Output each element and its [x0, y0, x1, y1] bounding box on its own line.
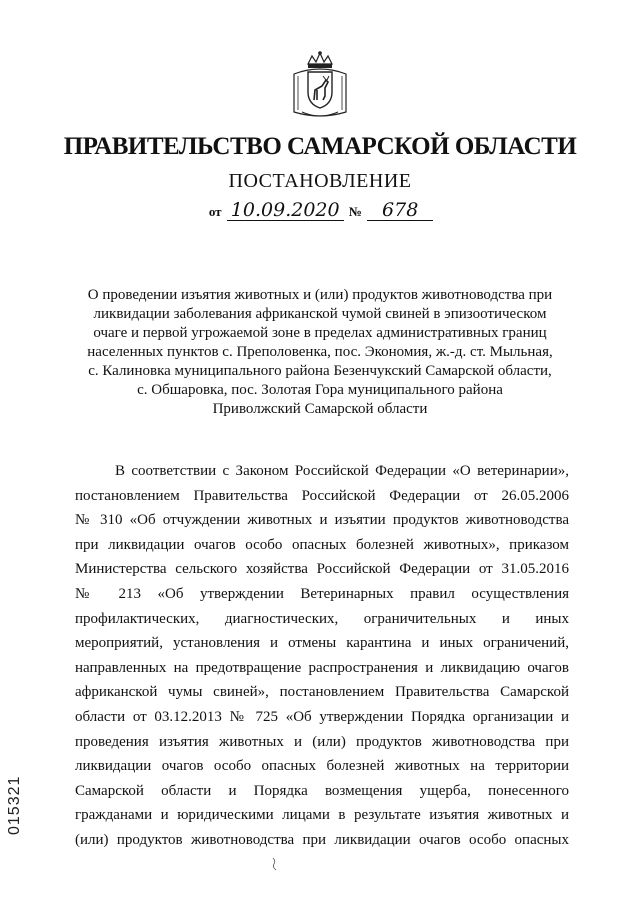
body-paragraph	[75, 459, 569, 853]
body-line: Самарской области и Порядка возмещения ущерба, понесенного	[75, 782, 569, 799]
body-line: постановлением Правительства Российской Федерации от 26.05.2006	[75, 487, 569, 504]
body-line: В соответствии с Законом Российской Федерации «О ветеринарии»,	[115, 463, 569, 479]
date-prefix: от	[208, 204, 222, 219]
subject-line: с. Калиновка муниципального района Безенчукский Самарской области,	[88, 363, 552, 379]
body-line: ликвидации очагов особо опасных болезней животных на территории	[75, 758, 569, 775]
body-line: области от 03.12.2013 № 725 «Об утверждении Порядка организации и	[75, 708, 569, 725]
number-prefix: №	[348, 204, 362, 219]
pen-mark-icon	[270, 857, 280, 871]
document-subject	[70, 286, 570, 419]
body-line: проведения изъятия животных и (или) продуктов животноводства при	[75, 733, 569, 750]
body-line: № 213 «Об утверждении Ветеринарных правил осуществления	[75, 585, 569, 602]
subject-line: очаге и первой угрожаемой зоне в пределах административных границ	[93, 325, 547, 341]
body-line: (или) продуктов животноводства при ликвидации очагов особо опасных	[75, 831, 569, 848]
side-stamp-number: 015321	[6, 775, 23, 835]
body-line: профилактических, диагностических, ограничительных и иных	[75, 610, 569, 627]
number-field: 678	[367, 200, 433, 221]
date-number-line	[0, 200, 640, 221]
body-line: направленных на предотвращение распространения и ликвидацию очагов	[75, 659, 569, 676]
subject-line: с. Обшаровка, пос. Золотая Гора муниципального района	[137, 382, 503, 398]
body-line: № 310 «Об отчуждении животных и изъятии продуктов животноводства	[75, 512, 569, 529]
body-line: при ликвидации очагов особо опасных болезней животных», приказом	[75, 536, 569, 553]
date-field: 10.09.2020	[227, 200, 344, 221]
subject-line: ликвидации заболевания африканской чумой свиней в эпизоотическом	[93, 306, 547, 322]
subject-line: Приволжский Самарской области	[212, 401, 428, 417]
body-line: мероприятий, установления и отмены карантина и иных ограничений,	[75, 635, 569, 652]
body-line: африканской чумы свиней», постановлением Правительства Самарской	[75, 684, 569, 701]
subject-line: населенных пунктов с. Преполовенка, пос. Экономия, ж.-д. ст. Мыльная,	[87, 344, 553, 360]
coat-of-arms-icon	[290, 50, 350, 120]
body-line: Министерства сельского хозяйства Российской Федерации от 31.05.2016	[75, 561, 569, 578]
document-type: ПОСТАНОВЛЕНИЕ	[228, 170, 412, 192]
subject-line: О проведении изъятия животных и (или) продуктов животноводства при	[87, 287, 553, 303]
page-title: ПРАВИТЕЛЬСТВО САМАРСКОЙ ОБЛАСТИ	[63, 133, 577, 160]
body-line: гражданами и юридическими лицами в результате изъятия животных и	[75, 807, 569, 824]
